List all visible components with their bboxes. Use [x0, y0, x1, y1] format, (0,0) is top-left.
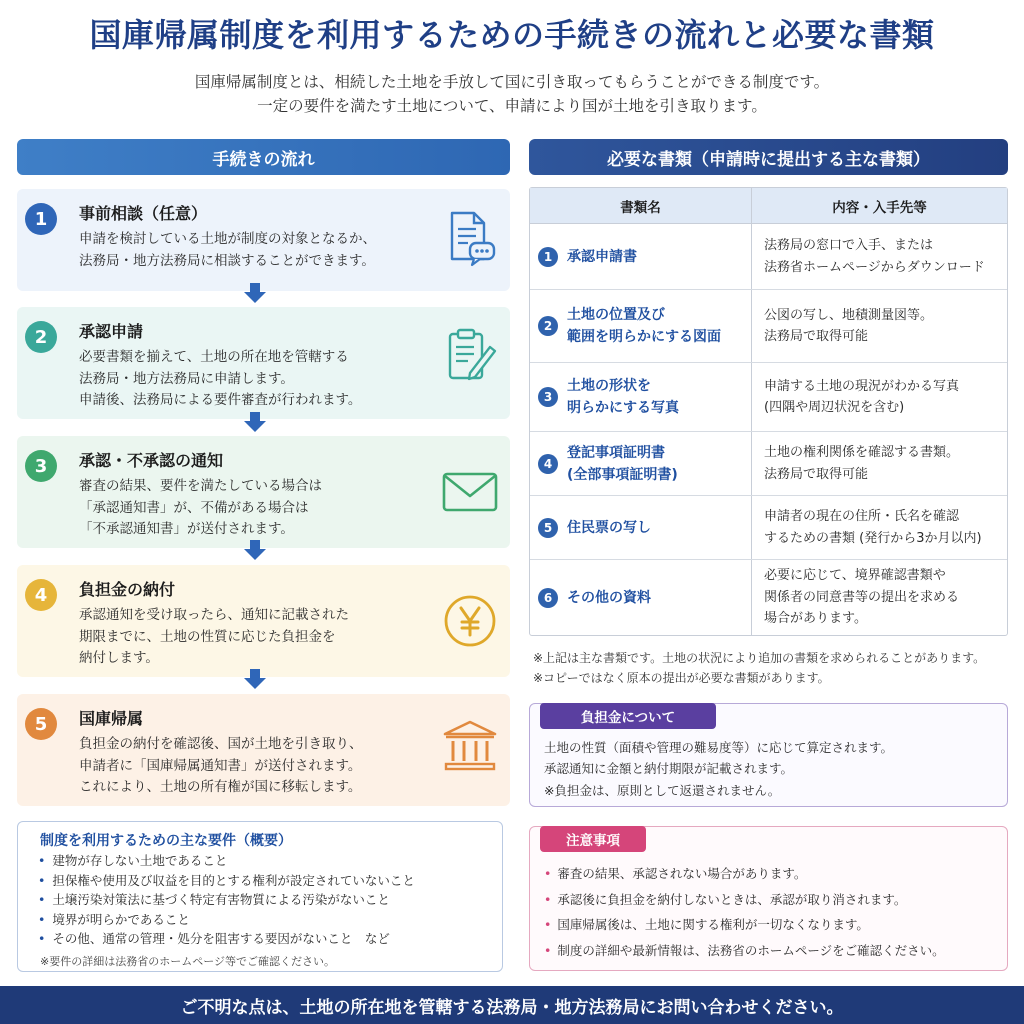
step-title: 事前相談（任意） — [79, 204, 208, 223]
content-line: 土地の権利関係を確認する書類。 — [764, 445, 960, 460]
step-desc-line: 申請者に「国庫帰属通知書」が送付されます。 — [79, 757, 362, 774]
step-number: 2 — [25, 321, 57, 353]
step-desc-line: 申請を検討している土地が制度の対象となるか、 — [79, 231, 376, 247]
cautions-tag: 注意事項 — [540, 826, 646, 852]
envelope-icon — [440, 462, 500, 522]
document-name-line: その他の資料 — [567, 589, 651, 606]
table-row — [530, 224, 1007, 290]
step-description — [79, 229, 376, 272]
step-description — [79, 347, 361, 412]
step-desc-line: 法務局・地方法務局に申請します。 — [79, 370, 294, 387]
step-number: 4 — [25, 579, 57, 611]
row-number: 4 — [538, 454, 558, 474]
document-name-line: 範囲を明らかにする図面 — [567, 329, 721, 345]
flow-header: 手続きの流れ — [17, 139, 510, 175]
content-line: するための書類 (発行から3か月以内) — [764, 530, 982, 546]
flow-arrow-icon — [243, 538, 267, 562]
document-name-line: 住民票の写し — [567, 519, 651, 536]
list-item: • 承認後に負担金を納付しないときは、承認が取り消されます。 — [544, 891, 907, 907]
content-line: 申請する土地の現況がわかる写真 — [764, 378, 960, 394]
content-line: 必要に応じて、境界確認書類や — [764, 568, 946, 584]
list-item: • 制度の詳細や最新情報は、法務省のホームページをご確認ください。 — [544, 942, 945, 958]
step-title: 国庫帰属 — [79, 709, 144, 728]
content-line: 場合があります。 — [764, 611, 867, 627]
step-desc-line: 審査の結果、要件を満たしている場合は — [79, 478, 322, 494]
table-note: ※上記は主な書類です。土地の状況により追加の書類を求められることがあります。 — [533, 651, 986, 665]
step-desc-line: 「不承認通知書」が送付されます。 — [79, 521, 294, 537]
document-name — [567, 587, 651, 609]
flow-step-1 — [17, 189, 510, 291]
step-description — [79, 476, 322, 541]
cautions-box — [529, 826, 1008, 971]
step-desc-line: 法務局・地方法務局に相談することができます。 — [79, 252, 375, 269]
page-title: 国庫帰属制度を利用するための手続きの流れと必要な書類 — [89, 16, 935, 54]
flow-arrow-icon — [243, 410, 267, 434]
document-content — [752, 224, 1007, 289]
document-chat-icon — [440, 207, 500, 267]
content-line: (四隅や周辺状況を含む) — [764, 400, 905, 415]
document-name — [567, 375, 679, 419]
documents-table — [529, 187, 1008, 636]
step-title: 承認申請 — [79, 322, 144, 341]
content-line: 法務局の窓口で入手、または — [764, 238, 934, 253]
burden-text — [544, 737, 893, 779]
burden-tag: 負担金について — [540, 703, 716, 729]
yen-coin-icon — [440, 591, 500, 651]
step-number: 1 — [25, 203, 57, 235]
step-description — [79, 734, 363, 799]
row-number: 3 — [538, 387, 558, 407]
row-number: 1 — [538, 247, 558, 267]
list-item: • 建物が存しない土地であること — [38, 851, 415, 871]
burden-line: 承認通知に金額と納付期限が記載されます。 — [544, 761, 794, 776]
government-building-icon — [440, 716, 500, 776]
table-row — [530, 363, 1007, 432]
table-header — [530, 188, 1007, 224]
flow-arrow-icon — [243, 667, 267, 691]
row-number: 2 — [538, 316, 558, 336]
content-line: 法務局で取得可能 — [764, 466, 869, 482]
flow-step-2 — [17, 307, 510, 419]
content-line: 申請者の現在の住所・氏名を確認 — [764, 509, 960, 524]
clipboard-pen-icon — [440, 325, 500, 385]
column-header-content: 内容・入手先等 — [832, 199, 927, 216]
documents-header: 必要な書類（申請時に提出する主な書類） — [529, 139, 1008, 175]
document-content — [752, 432, 1007, 495]
step-desc-line: 期限までに、土地の性質に応じた負担金を — [79, 628, 336, 645]
step-desc-line: 負担金の納付を確認後、国が土地を引き取り、 — [79, 736, 363, 752]
document-content — [752, 290, 1007, 362]
document-name-line: 明らかにする写真 — [567, 400, 679, 416]
document-name — [567, 246, 637, 268]
step-desc-line: これにより、土地の所有権が国に移転します。 — [79, 779, 362, 795]
burden-line: 土地の性質（面積や管理の難易度等）に応じて算定されます。 — [544, 740, 894, 755]
document-name-line: 土地の形状を — [567, 378, 651, 394]
list-item: • その他、通常の管理・処分を阻害する要因がないこと など — [38, 929, 415, 949]
table-notes — [533, 648, 985, 688]
row-number: 5 — [538, 518, 558, 538]
document-name — [567, 442, 678, 486]
table-row — [530, 560, 1007, 635]
intro-line: 一定の要件を満たす土地について、申請により国が土地を引き取ります。 — [257, 97, 767, 115]
content-line: 公図の写し、地積測量図等。 — [764, 307, 934, 323]
table-row — [530, 432, 1007, 496]
flow-arrow-icon — [243, 281, 267, 305]
step-number: 5 — [25, 708, 57, 740]
footer-banner: ご不明な点は、土地の所在地を管轄する法務局・地方法務局にお問い合わせください。 — [0, 986, 1024, 1024]
list-item: • 土壌汚染対策法に基づく特定有害物質による汚染がないこと — [38, 890, 415, 910]
step-desc-line: 申請後、法務局による要件審査が行われます。 — [79, 392, 362, 408]
document-name-line: 承認申請書 — [567, 248, 637, 265]
step-desc-line: 納付します。 — [79, 650, 159, 666]
requirements-box — [17, 821, 503, 972]
document-content — [752, 363, 1007, 431]
table-row — [530, 290, 1007, 363]
content-line: 法務局で取得可能 — [764, 329, 869, 344]
step-desc-line: 「承認通知書」が、不備がある場合は — [79, 499, 309, 516]
step-description — [79, 605, 349, 670]
list-item: • 国庫帰属後は、土地に関する権利が一切なくなります。 — [544, 917, 869, 932]
content-line: 関係者の同意書等の提出を求める — [764, 589, 960, 605]
requirements-title: 制度を利用するための主な要件（概要） — [40, 833, 292, 849]
requirements-note: ※要件の詳細は法務省のホームページ等でご確認ください。 — [40, 955, 335, 968]
flow-step-3 — [17, 436, 510, 548]
table-note: ※コピーではなく原本の提出が必要な書類があります。 — [533, 671, 830, 685]
burden-note: ※負担金は、原則として返還されません。 — [544, 783, 781, 798]
flow-step-5 — [17, 694, 510, 806]
document-name-line: 土地の位置及び — [567, 307, 665, 323]
list-item: • 担保権や使用及び収益を目的とする権利が設定されていないこと — [38, 871, 415, 891]
intro-text — [0, 70, 1024, 118]
intro-line: 国庫帰属制度とは、相続した土地を手放して国に引き取ってもらうことができる制度です。 — [194, 73, 830, 91]
document-name — [567, 304, 721, 348]
step-title: 承認・不承認の通知 — [79, 451, 224, 470]
flow-step-4 — [17, 565, 510, 677]
step-number: 3 — [25, 450, 57, 482]
document-name-line: 登記事項証明書 — [567, 444, 665, 461]
row-number: 6 — [538, 588, 558, 608]
document-name-line: (全部事項証明書) — [567, 466, 678, 483]
document-content — [752, 496, 1007, 559]
document-content — [752, 560, 1007, 635]
step-desc-line: 必要書類を揃えて、土地の所在地を管轄する — [79, 349, 349, 365]
document-name — [567, 517, 651, 539]
content-line: 法務省ホームページからダウンロード — [764, 259, 985, 275]
step-title: 負担金の納付 — [79, 580, 176, 599]
column-header-name: 書類名 — [530, 188, 752, 223]
requirements-list — [38, 851, 415, 949]
list-item: • 境界が明らかであること — [38, 910, 415, 930]
cautions-list — [544, 861, 945, 963]
burden-box — [529, 703, 1008, 807]
step-desc-line: 承認通知を受け取ったら、通知に記載された — [79, 607, 349, 623]
table-row — [530, 496, 1007, 560]
list-item: • 審査の結果、承認されない場合があります。 — [544, 866, 807, 881]
